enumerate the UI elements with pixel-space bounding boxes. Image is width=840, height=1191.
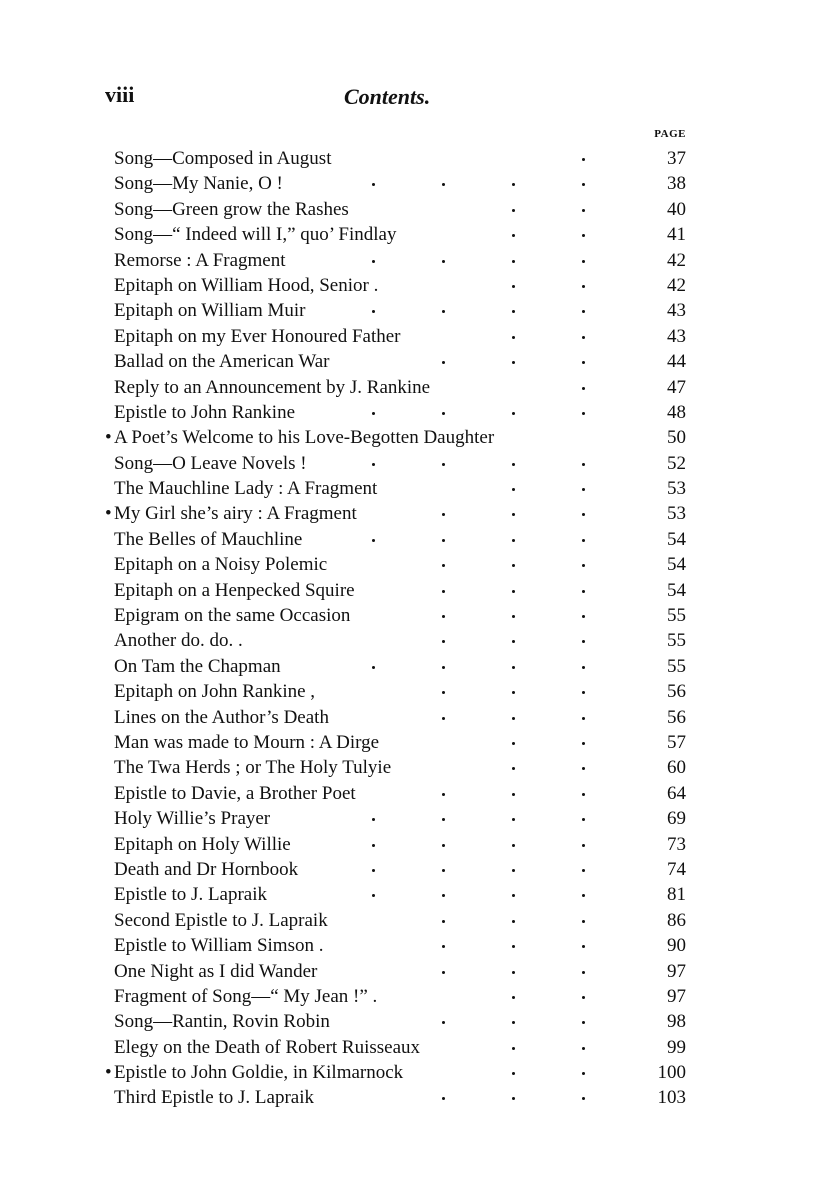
entry-title-text: Third Epistle to J. Lapraik: [114, 1087, 314, 1109]
contents-entry: [0, 984, 840, 1009]
entry-title-text: A Poet’s Welcome to his Love-Begotten Daughter: [114, 427, 495, 449]
entry-title: [114, 197, 349, 222]
contents-entry: [0, 857, 840, 882]
entry-title: [114, 375, 430, 400]
leader-dot: [582, 463, 585, 466]
contents-entry: [0, 806, 840, 831]
entry-title-text: Reply to an Announcement by J. Rankine: [114, 376, 431, 398]
contents-list: [0, 146, 840, 1111]
entry-title: [105, 1060, 403, 1085]
contents-entry: [0, 578, 840, 603]
entry-title: [114, 755, 391, 780]
entry-title: [114, 857, 298, 882]
entry-title: [114, 705, 329, 730]
leader-dot: [582, 513, 585, 516]
leader-dot: [512, 1021, 515, 1024]
entry-page-number: 69: [667, 808, 686, 830]
leader-dot: [372, 818, 375, 821]
entry-page-number: 40: [667, 198, 686, 220]
leader-dot: [442, 361, 445, 364]
leader-dot: [582, 793, 585, 796]
leader-dot: [442, 463, 445, 466]
leader-dot: [582, 1047, 585, 1050]
leader-dot: [582, 996, 585, 999]
entry-title-text: Epistle to Davie, a Brother Poet: [114, 782, 356, 804]
entry-page-number: 54: [667, 554, 686, 576]
entry-title: [114, 603, 350, 628]
leader-dot: [512, 590, 515, 593]
entry-title: [114, 984, 377, 1009]
leader-dot: [372, 844, 375, 847]
entry-title: [114, 628, 243, 653]
entry-title-text: Epitaph on a Noisy Polemic: [114, 554, 328, 576]
leader-dot: [582, 1097, 585, 1100]
entry-page-number: 73: [667, 833, 686, 855]
entry-title-text: Second Epistle to J. Lapraik: [114, 909, 328, 931]
leader-dot: [582, 412, 585, 415]
leader-dot: [512, 513, 515, 516]
entry-title-text: Epistle to John Goldie, in Kilmarnock: [114, 1062, 404, 1084]
contents-entry: [0, 654, 840, 679]
entry-title-text: Fragment of Song—“ My Jean !” .: [114, 985, 378, 1007]
entry-title: [114, 1009, 330, 1034]
entry-page-number: 47: [667, 376, 686, 398]
entry-title-text: Epigram on the same Occasion: [114, 605, 351, 627]
entry-title-text: Song—O Leave Novels !: [114, 452, 307, 474]
leader-dot: [372, 310, 375, 313]
leader-dot: [512, 361, 515, 364]
contents-entry: [0, 1085, 840, 1110]
entry-page-number: 55: [667, 655, 686, 677]
leader-dot: [582, 945, 585, 948]
leader-dot: [372, 869, 375, 872]
entry-title: [114, 578, 355, 603]
entry-page-number: 64: [667, 782, 686, 804]
entry-title: [114, 146, 331, 171]
contents-entry: [0, 679, 840, 704]
leader-dot: [582, 361, 585, 364]
leader-dot: [442, 1097, 445, 1100]
contents-entry: [0, 425, 840, 450]
leader-dot: [512, 971, 515, 974]
entry-page-number: 42: [667, 249, 686, 271]
leader-dot: [512, 564, 515, 567]
leader-dot: [442, 310, 445, 313]
entry-title-text: Remorse : A Fragment: [114, 249, 286, 271]
leader-dot: [512, 234, 515, 237]
leader-dot: [582, 767, 585, 770]
entry-page-number: 38: [667, 173, 686, 195]
entry-title: [105, 425, 494, 450]
entry-title: [114, 832, 291, 857]
leader-dot: [442, 615, 445, 618]
entry-page-number: 54: [667, 528, 686, 550]
leader-dot: [582, 920, 585, 923]
entry-title: [114, 908, 328, 933]
leader-dot: [512, 209, 515, 212]
leader-dot: [512, 1047, 515, 1050]
entry-title-text: Elegy on the Death of Robert Ruisseaux: [114, 1036, 421, 1058]
entry-page-number: 52: [667, 452, 686, 474]
leader-dot: [512, 260, 515, 263]
leader-dot: [442, 818, 445, 821]
contents-entry: [0, 451, 840, 476]
contents-entry: [0, 1009, 840, 1034]
leader-dot: [512, 615, 515, 618]
leader-dot: [512, 1097, 515, 1100]
leader-dot: [512, 996, 515, 999]
leader-dot: [582, 310, 585, 313]
contents-entry: [0, 349, 840, 374]
leader-dot: [442, 793, 445, 796]
entry-title-text: Epitaph on a Henpecked Squire: [114, 579, 355, 601]
leader-dot: [512, 818, 515, 821]
entry-title-text: One Night as I did Wander: [114, 960, 318, 982]
entry-title-text: My Girl she’s airy : A Fragment: [114, 503, 357, 525]
contents-entry: [0, 628, 840, 653]
leader-dot: [512, 742, 515, 745]
leader-dot: [582, 158, 585, 161]
entry-title-text: The Belles of Mauchline: [114, 528, 303, 550]
leader-dot: [582, 488, 585, 491]
leader-dot: [442, 539, 445, 542]
entry-title: [114, 933, 323, 958]
entry-title: [105, 501, 357, 526]
entry-page-number: 97: [667, 985, 686, 1007]
leader-dot: [512, 767, 515, 770]
leader-dot: [512, 310, 515, 313]
leader-dot: [442, 590, 445, 593]
leader-dot: [582, 260, 585, 263]
contents-entry: [0, 248, 840, 273]
entry-title-text: Man was made to Mourn : A Dirge: [114, 731, 380, 753]
entry-title: [114, 324, 401, 349]
entry-title: [114, 298, 306, 323]
asterisk-mark: •: [105, 1062, 112, 1084]
entry-title: [114, 476, 377, 501]
page-number: viii: [105, 82, 135, 107]
leader-dot: [582, 336, 585, 339]
entry-page-number: 44: [667, 351, 686, 373]
leader-dot: [372, 183, 375, 186]
contents-entry: [0, 1035, 840, 1060]
entry-title-text: Ballad on the American War: [114, 351, 330, 373]
contents-entry: [0, 781, 840, 806]
entry-page-number: 60: [667, 757, 686, 779]
leader-dot: [372, 260, 375, 263]
leader-dot: [582, 818, 585, 821]
leader-dot: [442, 844, 445, 847]
entry-page-number: 43: [667, 300, 686, 322]
asterisk-mark: •: [105, 427, 112, 449]
leader-dot: [512, 717, 515, 720]
leader-dot: [582, 590, 585, 593]
entry-title-text: Epitaph on William Muir: [114, 300, 306, 322]
leader-dot: [372, 894, 375, 897]
entry-page-number: 56: [667, 706, 686, 728]
leader-dot: [442, 666, 445, 669]
leader-dot: [582, 1021, 585, 1024]
entry-title-text: Epitaph on John Rankine ,: [114, 681, 316, 703]
contents-entry: [0, 476, 840, 501]
leader-dot: [442, 945, 445, 948]
leader-dot: [582, 717, 585, 720]
leader-dot: [442, 971, 445, 974]
contents-entry: [0, 171, 840, 196]
leader-dot: [582, 894, 585, 897]
leader-dot: [512, 539, 515, 542]
leader-dot: [512, 640, 515, 643]
entry-title: [114, 882, 267, 907]
entry-title-text: Epistle to John Rankine: [114, 401, 296, 423]
entry-page-number: 54: [667, 579, 686, 601]
leader-dot: [512, 945, 515, 948]
contents-entry: [0, 375, 840, 400]
entry-title-text: Another do. do. .: [114, 630, 243, 652]
leader-dot: [512, 285, 515, 288]
leader-dot: [442, 1021, 445, 1024]
leader-dot: [442, 717, 445, 720]
leader-dot: [442, 640, 445, 643]
asterisk-mark: •: [105, 503, 112, 525]
entry-title-text: On Tam the Chapman: [114, 655, 281, 677]
leader-dot: [512, 920, 515, 923]
entry-title: [114, 248, 286, 273]
contents-entry: [0, 527, 840, 552]
entry-page-number: 42: [667, 274, 686, 296]
entry-title: [114, 781, 356, 806]
entry-title: [114, 1035, 420, 1060]
entry-page-number: 81: [667, 884, 686, 906]
contents-entry: [0, 832, 840, 857]
leader-dot: [582, 640, 585, 643]
leader-dot: [512, 412, 515, 415]
entry-title: [114, 400, 295, 425]
leader-dot: [442, 691, 445, 694]
entry-title-text: Epistle to William Simson .: [114, 935, 324, 957]
contents-entry: [0, 933, 840, 958]
leader-dot: [442, 183, 445, 186]
entry-title-text: The Mauchline Lady : A Fragment: [114, 478, 378, 500]
entry-title: [114, 273, 378, 298]
entry-title: [114, 730, 379, 755]
contents-entry: [0, 146, 840, 171]
entry-page-number: 43: [667, 325, 686, 347]
entry-page-number: 55: [667, 630, 686, 652]
contents-entry: [0, 908, 840, 933]
entry-page-number: 53: [667, 503, 686, 525]
contents-entry: [0, 705, 840, 730]
entry-title-text: Epitaph on William Hood, Senior .: [114, 274, 379, 296]
entry-title-text: Song—“ Indeed will I,” quo’ Findlay: [114, 224, 397, 246]
contents-entry: [0, 959, 840, 984]
entry-page-number: 55: [667, 605, 686, 627]
entry-page-number: 57: [667, 731, 686, 753]
leader-dot: [512, 1072, 515, 1075]
leader-dot: [512, 463, 515, 466]
contents-entry: [0, 273, 840, 298]
leader-dot: [442, 260, 445, 263]
entry-title-text: Song—Green grow the Rashes: [114, 198, 349, 220]
leader-dot: [512, 844, 515, 847]
leader-dot: [372, 412, 375, 415]
entry-title: [114, 552, 327, 577]
leader-dot: [582, 387, 585, 390]
leader-dot: [582, 844, 585, 847]
contents-entry: [0, 1060, 840, 1085]
contents-entry: [0, 755, 840, 780]
entry-title: [114, 959, 317, 984]
leader-dot: [372, 666, 375, 669]
entry-page-number: 100: [657, 1062, 686, 1084]
leader-dot: [582, 869, 585, 872]
entry-title-text: The Twa Herds ; or The Holy Tulyie: [114, 757, 392, 779]
leader-dot: [512, 336, 515, 339]
contents-entry: [0, 730, 840, 755]
entry-title-text: Song—Composed in August: [114, 148, 332, 169]
entry-title-text: Epitaph on Holy Willie: [114, 833, 291, 855]
entry-page-number: 98: [667, 1011, 686, 1033]
leader-dot: [442, 894, 445, 897]
running-title: Contents.: [344, 84, 431, 109]
leader-dot: [512, 894, 515, 897]
entry-title: [114, 527, 302, 552]
leader-dot: [512, 666, 515, 669]
leader-dot: [582, 615, 585, 618]
leader-dot: [582, 564, 585, 567]
leader-dot: [512, 691, 515, 694]
contents-entry: [0, 501, 840, 526]
entry-title: [114, 679, 315, 704]
entry-page-number: 74: [667, 858, 686, 880]
leader-dot: [512, 793, 515, 796]
entry-title: [114, 349, 330, 374]
leader-dot: [442, 920, 445, 923]
entry-title-text: Epitaph on my Ever Honoured Father: [114, 325, 401, 347]
entry-title: [114, 451, 307, 476]
leader-dot: [512, 869, 515, 872]
leader-dot: [582, 742, 585, 745]
leader-dot: [582, 234, 585, 237]
contents-entry: [0, 882, 840, 907]
entry-page-number: 37: [667, 148, 686, 169]
leader-dot: [582, 971, 585, 974]
entry-page-number: 41: [667, 224, 686, 246]
contents-entry: [0, 400, 840, 425]
entry-title: [114, 806, 270, 831]
leader-dot: [442, 869, 445, 872]
entry-title: [114, 222, 397, 247]
entry-title-text: Song—My Nanie, O !: [114, 173, 283, 195]
leader-dot: [372, 539, 375, 542]
entry-page-number: 99: [667, 1036, 686, 1058]
entry-page-number: 86: [667, 909, 686, 931]
contents-entry: [0, 197, 840, 222]
entry-page-number: 53: [667, 478, 686, 500]
contents-entry: [0, 552, 840, 577]
leader-dot: [512, 488, 515, 491]
entry-page-number: 97: [667, 960, 686, 982]
entry-page-number: 56: [667, 681, 686, 703]
entry-title-text: Lines on the Author’s Death: [114, 706, 329, 728]
contents-entry: [0, 603, 840, 628]
leader-dot: [582, 691, 585, 694]
leader-dot: [582, 183, 585, 186]
entry-page-number: 103: [657, 1087, 686, 1109]
leader-dot: [442, 412, 445, 415]
leader-dot: [512, 183, 515, 186]
entry-title: [114, 171, 283, 196]
entry-page-number: 50: [667, 427, 686, 449]
entry-title-text: Death and Dr Hornbook: [114, 858, 299, 880]
entry-page-number: 48: [667, 401, 686, 423]
page-column-label: PAGE: [654, 128, 686, 140]
entry-page-number: 90: [667, 935, 686, 957]
entry-title: [114, 654, 281, 679]
entry-title-text: Holy Willie’s Prayer: [114, 808, 271, 830]
leader-dot: [582, 1072, 585, 1075]
leader-dot: [582, 209, 585, 212]
leader-dot: [582, 285, 585, 288]
entry-title: [114, 1085, 314, 1110]
leader-dot: [442, 513, 445, 516]
contents-entry: [0, 324, 840, 349]
leader-dot: [372, 463, 375, 466]
leader-dot: [582, 539, 585, 542]
entry-title-text: Song—Rantin, Rovin Robin: [114, 1011, 330, 1033]
leader-dot: [582, 666, 585, 669]
entry-title-text: Epistle to J. Lapraik: [114, 884, 268, 906]
contents-entry: [0, 298, 840, 323]
leader-dot: [442, 564, 445, 567]
contents-entry: [0, 222, 840, 247]
